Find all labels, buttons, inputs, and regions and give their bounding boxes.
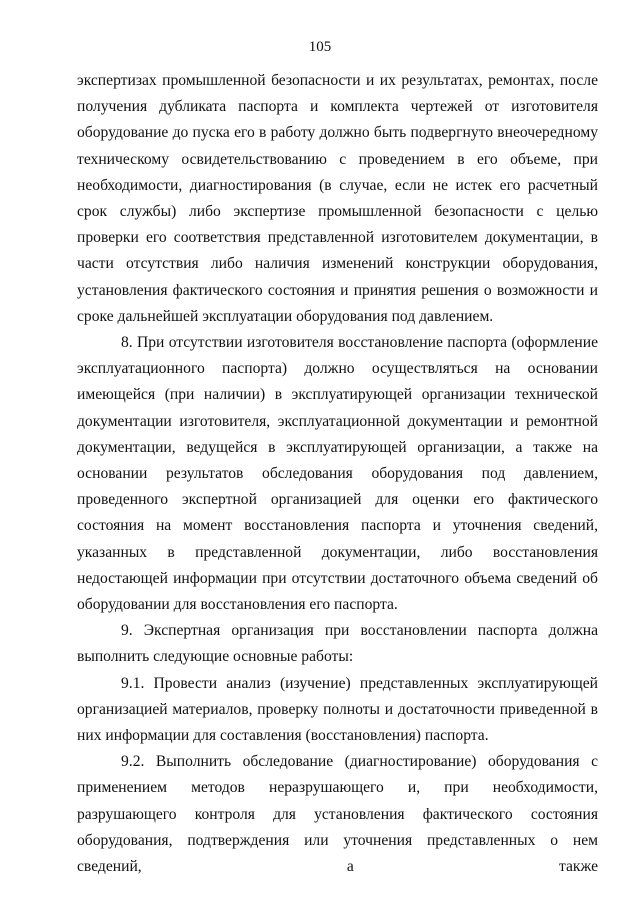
paragraph-continuation: экспертизах промышленной безопасности и их результатах, ремонтах, после получения дубликата паспорта и комплекта чертежей от изготовителя оборудование до пуска его в работу должно быть подвергнуто внеочередному техническому освидетельствованию с проведением в его объеме, при необходимости, диагностирования (в случае, если не истек его расчетный срок службы) либо экспертизе промышленной безопасности с целью проверки его соответствия представленной изготовителем документации, в части отсутствия либо наличия изменений конструкции оборудования, установления фактического состояния и принятия решения о возможности и сроке дальнейшей эксплуатации оборудования под давлением. [77,72,598,325]
paragraph-item-9-1: 9.1. Провести анализ (изучение) представленных эксплуатирующей организацией материалов, проверку полноты и достаточности приведенной в них информации для составления (восстановления) паспорта. [77,674,598,745]
paragraph-item-8: 8. При отсутствии изготовителя восстановление паспорта (оформление эксплуатационного паспорта) должно осуществляться на основании имеющейся (при наличии) в эксплуатирующей организации технической документации изготовителя, эксплуатационной документации и ремонтной документации, ведущейся в эксплуатирующей организации, а также на основании результатов обследования оборудования под давлением, проведенного экспертной организацией для оценки его фактического состояния на момент восстановления паспорта и уточнения сведений, указанных в представленной документации, либо восстановления недостающей информации при отсутствии достаточного объема сведений об оборудовании для восстановления его паспорта. [77,334,598,614]
paragraph-item-9: 9. Экспертная организация при восстановлении паспорта должна выполнить следующие основные работы: [77,622,598,666]
document-body [77,68,598,880]
paragraph-item-9-2: 9.2. Выполнить обследование (диагностирование) оборудования с применением методов неразрушающего и, при необходимости, разрушающего контроля для установления фактического состояния оборудования, подтверждения или уточнения представленных о нем сведений, а также [77,753,598,876]
page-number: 105 [308,39,332,55]
